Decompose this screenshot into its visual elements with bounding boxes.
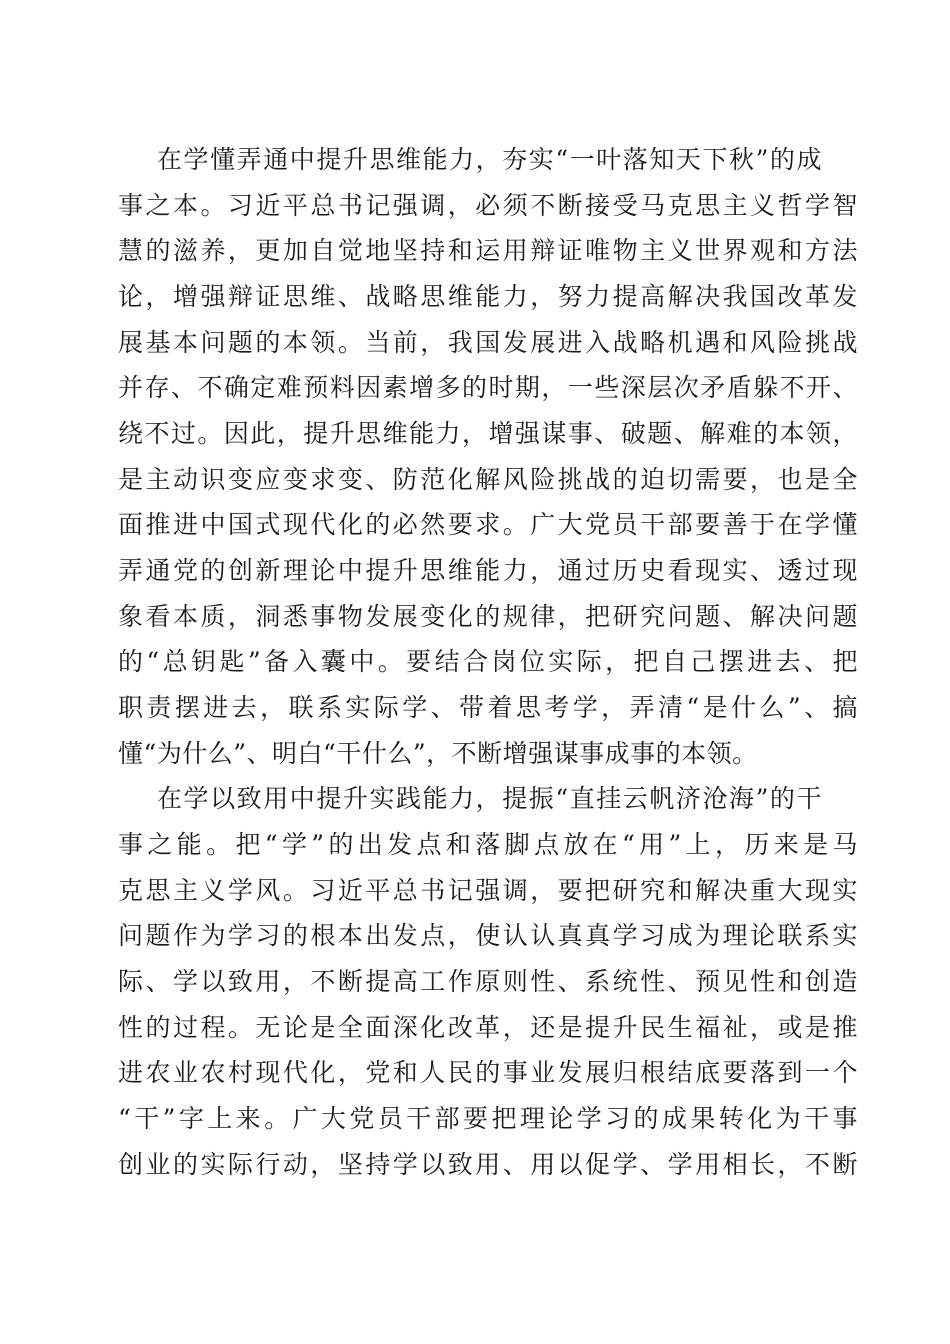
paragraph-line: 际、学以致用，不断提高工作原则性、系统性、预见性和创造 (118, 967, 858, 996)
paragraph-line: 在学以致用中提升实践能力，提振“直挂云帆济沧海”的干 (157, 784, 822, 813)
paragraph-line: 绕不过。因此，提升思维能力，增强谋事、破题、解难的本领， (118, 419, 858, 448)
paragraph-line: 慧的滋养，更加自觉地坚持和运用辩证唯物主义世界观和方法 (118, 236, 858, 265)
paragraph-line: 在学懂弄通中提升思维能力，夯实“一叶落知天下秋”的成 (157, 145, 822, 174)
paragraph-line: 事之本。习近平总书记强调，必须不断接受马克思主义哲学智 (118, 191, 858, 220)
paragraph-line: 是主动识变应变求变、防范化解风险挑战的迫切需要，也是全 (118, 465, 858, 494)
paragraph-line: 并存、不确定难预料因素增多的时期，一些深层次矛盾躲不开、 (118, 373, 858, 402)
paragraph-line: 创业的实际行动，坚持学以致用、用以促学、学用相长，不断 (118, 1150, 858, 1179)
paragraph-line: 展基本问题的本领。当前，我国发展进入战略机遇和风险挑战 (118, 328, 858, 357)
paragraph-line: 论，增强辩证思维、战略思维能力，努力提高解决我国改革发 (118, 282, 858, 311)
paragraph-line: 弄通党的创新理论中提升思维能力，通过历史看现实、透过现 (118, 556, 858, 585)
paragraph-line: 面推进中国式现代化的必然要求。广大党员干部要善于在学懂 (118, 510, 858, 539)
paragraph-line: 问题作为学习的根本出发点，使认认真真学习成为理论联系实 (118, 921, 858, 950)
paragraph-line: 的“总钥匙”备入囊中。要结合岗位实际，把自己摆进去、把 (118, 647, 858, 676)
paragraph-line: 象看本质，洞悉事物发展变化的规律，把研究问题、解决问题 (118, 602, 858, 631)
paragraph-line: 性的过程。无论是全面深化改革，还是提升民生福祉，或是推 (118, 1013, 858, 1042)
paragraph-line: 职责摆进去，联系实际学、带着思考学，弄清“是什么”、搞 (118, 693, 858, 722)
paragraph-line: 克思主义学风。习近平总书记强调，要把研究和解决重大现实 (118, 876, 858, 905)
paragraph-line: “干”字上来。广大党员干部要把理论学习的成果转化为干事 (118, 1104, 858, 1133)
paragraph-line: 懂“为什么”、明白“干什么”，不断增强谋事成事的本领。 (118, 739, 758, 768)
paragraph-line: 事之能。把“学”的出发点和落脚点放在“用”上，历来是马 (118, 830, 858, 859)
paragraph-line: 进农业农村现代化，党和人民的事业发展归根结底要落到一个 (118, 1058, 858, 1087)
